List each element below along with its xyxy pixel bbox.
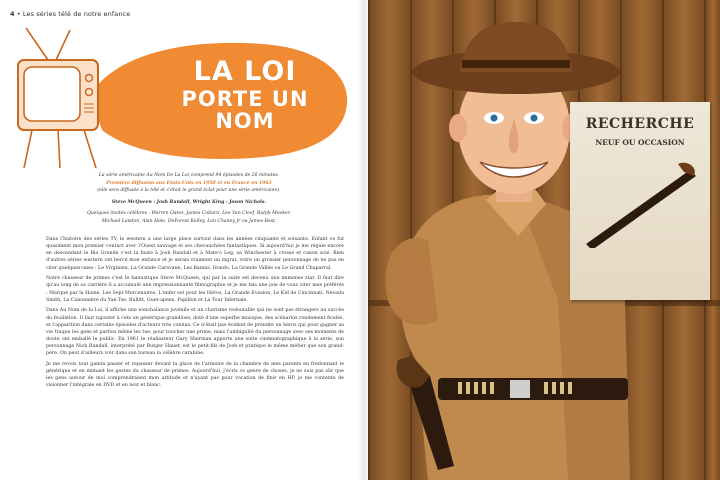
intro-line-3: (elle sera diffusée à la télé et c'était le grand éclat pour une série américaine).	[97, 188, 281, 193]
paragraph-1: Dans l'histoire des séries TV, le western a une large place surtout dans les années cinquante et soixante. Enfant ce fut quasiment mon premier contact avec l'Ouest sauvage et ses chevauchées fantastiques. Si aujourd'hui je me régale encore en descendant le Rio Grande c'est la faute à Josh Randall et à Mare's Leg, sa Winchester à crosse et canon scié. Bien d'autres séries western ont bercé mon enfance et je serais vraiment un ingrat, votre un grossier personnage de ne pas en citer quelques-unes : Le Virginien, La Grande Caravane, Les Bannis, Hondo, La Grande Vallée ou Le Grand Chaparral.	[46, 237, 344, 271]
title-line-2: PORTE UN NOM	[181, 87, 309, 134]
guests-line-1: Warren Oates, James Coburn, Lee Van Cleef, Ralph Meeker,	[151, 211, 291, 216]
intro-box	[48, 172, 330, 225]
intro-cast: Steve McQueen : Josh Randall, Wright King : Jason Nichols.	[111, 199, 267, 205]
title-line-1: LA LOI	[193, 56, 297, 87]
hat-band	[462, 60, 570, 68]
intro-line-1: La série américaine Au Nom De La Loi comprend 94 épisodes de 26 minutes.	[98, 173, 280, 178]
paragraph-2: Notre chasseur de primes c'est le fantastique Steve McQueen, qui par la suite est devenu une immense star. Il faut dire qu'au long de sa carrière il a accumulé une impressionnante filmographie et je me fais une joie de vous citer mes préférés : Marqué par la Haine, Les Sept Mercenaires, L'enfer est pour les Héros, La Grande Evasion, Le Kid de Cincinnati, Nevada Smith, La Canonnière du Yan-Tse, Bullitt, Guet-apens, Papillon et La Tour Infernale.	[46, 276, 344, 303]
tv-screen	[24, 67, 80, 121]
running-head	[10, 10, 130, 18]
page-number: 4	[10, 10, 15, 18]
guests-line-2: Michael Landon, Alan Hale, DeForest Kelley, Lon Chaney Jr ou James Best.	[101, 218, 277, 224]
left-page	[0, 0, 360, 480]
article-body	[46, 236, 344, 393]
section-title: Les séries télé de notre enfance	[22, 10, 131, 18]
intro-guests	[48, 210, 330, 218]
paragraph-3: Dans Au Nom de la Loi, il affiche une nonchalance juvénile et un charisme redoutable qui ne sont pas étrangers au succès du feuilleton. Il faut rajouter à cela un générique grandiose, doté d'une superbe musique, des scénarios rondement ficelés, et l'apparition dans certains épisodes d'acteurs très connus. Ce n'était pas évident de prendre un héros qui pour gagner sa vie traque les gens et parfois même les tue, pour toucher une prime, mais l'ambiguïté du personnage avec ses moments de doute ont emballé le public. En 1961 le réalisateur Gary Sherman apporte une suite cinématographique à la série, son personnage Nick Randall, interprété par Rutger Hauer, est le petit-fils de Josh et pratique le même métier que son grand-père. On peut d'ailleurs voir dans son bureau la célèbre carabine.	[46, 308, 344, 357]
intro-line-2: Première diffusion aux Etats-Unis en 1958 et en France en 1963	[106, 180, 272, 186]
pupil-right	[531, 115, 538, 122]
pupil-left	[491, 115, 498, 122]
tv-leg-right	[84, 130, 96, 168]
belt-buckle	[510, 380, 530, 398]
poster-title: RECHERCHE	[585, 116, 695, 132]
plank	[370, 0, 410, 480]
antenna-left	[26, 28, 48, 60]
ear-left	[449, 114, 467, 142]
antenna-right	[56, 30, 70, 60]
guests-label: Quelques invités célèbres :	[87, 211, 150, 216]
separator: •	[16, 10, 21, 18]
wanted-poster	[570, 102, 710, 300]
article-title	[150, 58, 340, 132]
tv-leg-mid	[58, 130, 60, 168]
tv-leg-left	[24, 130, 32, 168]
poster-subtitle: NEUF OU OCCASION	[595, 138, 685, 147]
poster-rifle-icon	[580, 158, 700, 248]
paragraph-4: Je me revois tout gamin passer et repasser devant la glace de l'armoire de la chambre de mes parents en fredonnant le générique et en mimant les gestes du chasseur de primes. Aujourd'hui, j'écris ce genre de choses, je ne suis pas sûr que les gens autour de moi comprendraient mon attitude et n'ayant pas pour vocation de finir en HP, je me contente de visionner l'intégrale en DVD et en noir et blanc.	[46, 362, 344, 389]
